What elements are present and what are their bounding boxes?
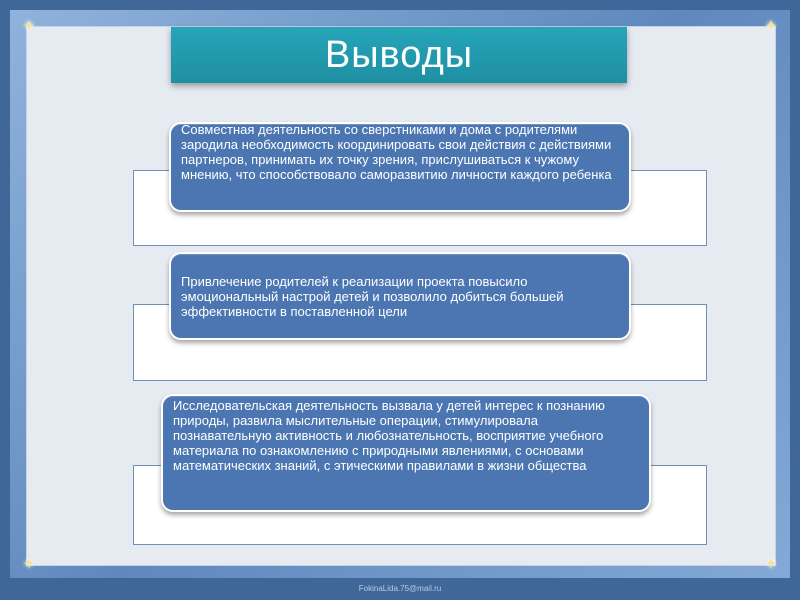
conclusion-text-3: Исследовательская деятельность вызвала у детей интерес к познанию природы, развила мыслительные операции, стимулировала познавательную активность и любознательность, восприятие учебного материала по ознакомлению с природными явлениями, с основами математических знаний, с этическими правилами в жизни общества bbox=[173, 398, 605, 473]
conclusion-text-1: Совместная деятельность со сверстниками и дома с родителями зародила необходимость координировать свои действия с действиями партнеров, принимать их точку зрения, прислушиваться к чужому мнению, что способствовало саморазвитию личности каждого ребенка bbox=[181, 122, 612, 182]
sparkle-ornament-icon: ✦ bbox=[764, 18, 778, 35]
sparkle-ornament-icon: ✦ bbox=[764, 556, 778, 573]
conclusion-card-3 bbox=[161, 394, 651, 512]
conclusion-text-2: Привлечение родителей к реализации проекта повысило эмоциональный настрой детей и позволило добиться большей эффективности в поставленной цели bbox=[181, 274, 564, 319]
conclusion-card-1 bbox=[169, 122, 631, 212]
conclusion-card-2 bbox=[169, 252, 631, 340]
slide-title: Выводы bbox=[171, 27, 627, 83]
author-email: FokinaLida.75@mail.ru bbox=[358, 584, 442, 593]
sparkle-ornament-icon: ✦ bbox=[22, 556, 36, 573]
sparkle-ornament-icon: ✦ bbox=[22, 18, 36, 35]
